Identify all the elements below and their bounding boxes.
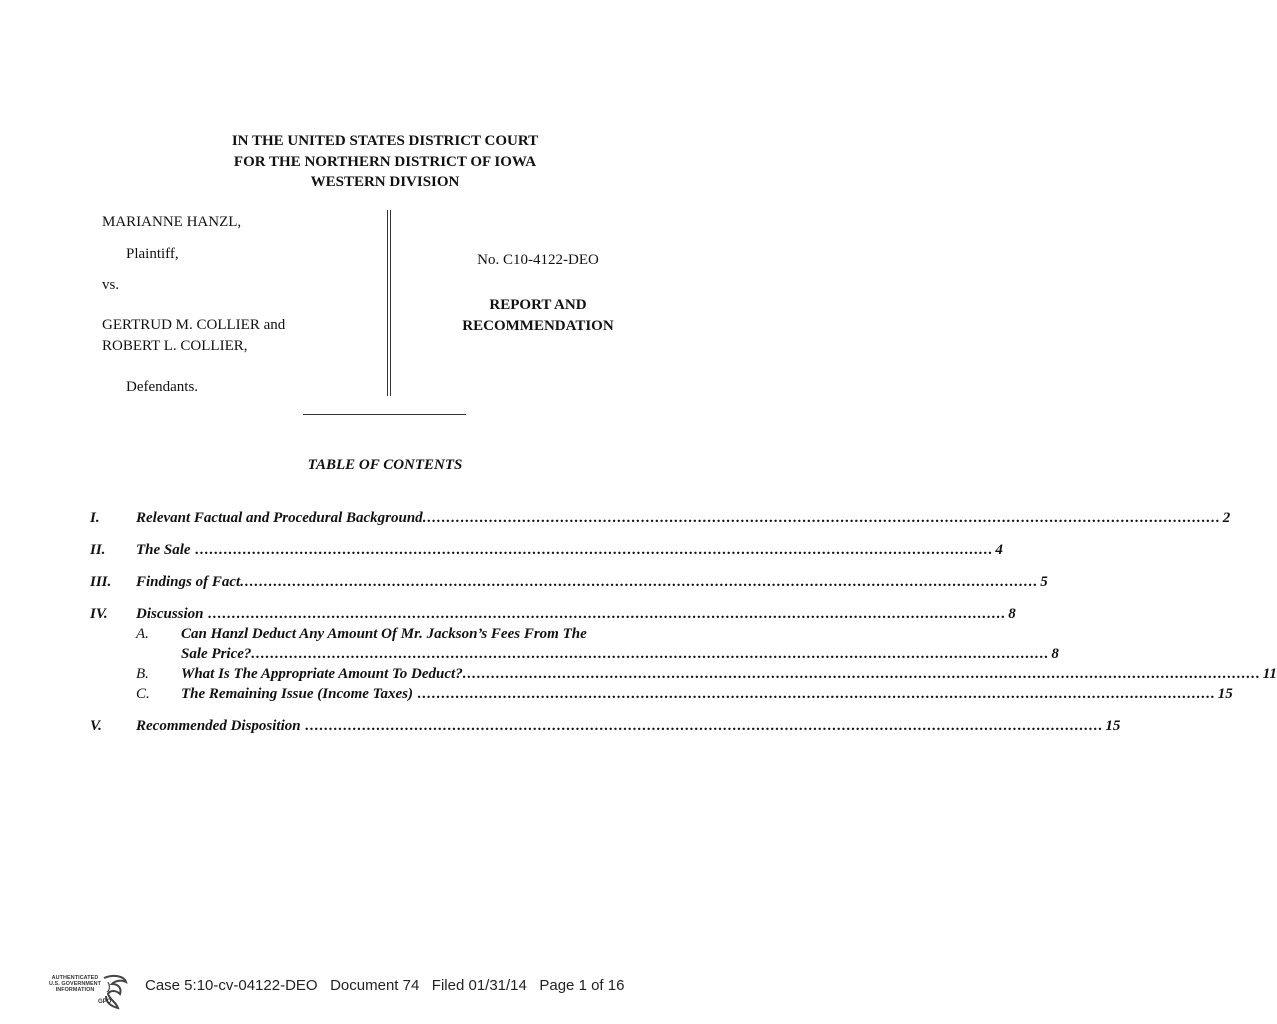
page-footer: Case 5:10-cv-04122-DEO Document 74 Filed 01/31/14 Page 1 of 16: [145, 977, 625, 994]
toc-subentry-deduct-fees-line-2[interactable]: [181, 644, 1059, 664]
toc-entry-number: II.: [90, 542, 106, 558]
plaintiff-role: Plaintiff,: [126, 246, 179, 262]
leader-dots: ........................................................................................................................................................................: [240, 574, 1039, 590]
toc-entry-title: What Is The Appropriate Amount To Deduct?: [181, 666, 463, 682]
toc-entry-title: Can Hanzl Deduct Any Amount Of Mr. Jackson’s Fees From The: [181, 626, 587, 642]
toc-subentry-letter: C.: [136, 686, 150, 702]
defendant-line-2: ROBERT L. COLLIER,: [102, 338, 248, 354]
toc-subentry-letter: A.: [136, 626, 149, 642]
versus-label: vs.: [102, 277, 120, 293]
case-number: No. C10-4122-DEO: [477, 252, 599, 268]
toc-entry-number: III.: [90, 574, 112, 590]
toc-entry-findings-of-fact[interactable]: [136, 572, 1048, 592]
toc-entry-number: I.: [90, 510, 100, 526]
toc-entry-page: 2: [1222, 510, 1231, 526]
toc-entry-background[interactable]: [136, 508, 1231, 528]
defendant-line-1: GERTRUD M. COLLIER and: [102, 317, 286, 333]
toc-subentry-income-taxes[interactable]: [181, 684, 1233, 704]
caption-rule: [303, 414, 466, 415]
toc-subentry-letter: B.: [136, 666, 149, 682]
toc-subentry-appropriate-amount[interactable]: [181, 664, 1277, 684]
court-line-1: IN THE UNITED STATES DISTRICT COURT: [231, 133, 539, 149]
toc-entry-number: V.: [90, 718, 102, 734]
court-heading: [0, 131, 770, 193]
toc-entry-page: 8: [1051, 646, 1059, 662]
toc-entry-title: The Remaining Issue (Income Taxes): [181, 686, 413, 702]
gpo-seal-line: AUTHENTICATED: [51, 975, 99, 981]
caption-divider: [387, 210, 391, 396]
toc-entry-page: 5: [1040, 574, 1048, 590]
toc-entry-title: Recommended Disposition: [136, 718, 301, 734]
leader-dots: ........................................................................................................................................................................: [190, 542, 994, 558]
toc-entry-page: 11: [1262, 666, 1277, 682]
leader-dots: ........................................................................................................................................................................: [203, 606, 1007, 622]
toc-entry-title: Findings of Fact: [136, 574, 241, 590]
toc-entry-page: 4: [995, 542, 1003, 558]
toc-heading: TABLE OF CONTENTS: [307, 457, 463, 473]
toc-entry-page: 8: [1008, 606, 1016, 622]
toc-entry-number: IV.: [90, 606, 108, 622]
toc-entry-the-sale[interactable]: [136, 540, 1003, 560]
toc-subentry-deduct-fees-line-1[interactable]: [181, 624, 681, 644]
gpo-seal-line: INFORMATION: [55, 987, 95, 993]
toc-entry-discussion[interactable]: [136, 604, 1016, 624]
toc-entry-title: The Sale: [136, 542, 191, 558]
leader-dots: ........................................................................................................................................................................: [300, 718, 1104, 734]
leader-dots: ........................................................................................................................................................................: [251, 646, 1050, 662]
gpo-authentication-seal: [44, 972, 130, 1014]
toc-entry-page: 15: [1105, 718, 1121, 734]
leader-dots: ........................................................................................................................................................................: [422, 510, 1221, 526]
leader-dots: ........................................................................................................................................................................: [462, 666, 1261, 682]
toc-entry-page: 15: [1217, 686, 1233, 702]
eagle-icon: [44, 972, 130, 1014]
court-line-3: WESTERN DIVISION: [310, 174, 460, 190]
leader-dots: ........................................................................................................................................................................: [412, 686, 1216, 702]
toc-entry-recommended-disposition[interactable]: [136, 716, 1121, 736]
toc-entry-title: Relevant Factual and Procedural Background: [136, 510, 423, 526]
gpo-mark: GPO: [98, 999, 112, 1005]
court-line-2: FOR THE NORTHERN DISTRICT OF IOWA: [233, 153, 537, 170]
toc-entry-title: Discussion: [136, 606, 204, 622]
document-title: [440, 295, 636, 336]
document-title-line-2: RECOMMENDATION: [462, 317, 614, 334]
gpo-seal-line: U.S. GOVERNMENT: [48, 981, 102, 987]
toc-entry-title: Sale Price?: [181, 646, 252, 662]
defendant-role: Defendants.: [126, 379, 199, 395]
plaintiff-name: MARIANNE HANZL,: [102, 214, 242, 230]
document-title-line-1: REPORT AND: [489, 297, 587, 313]
